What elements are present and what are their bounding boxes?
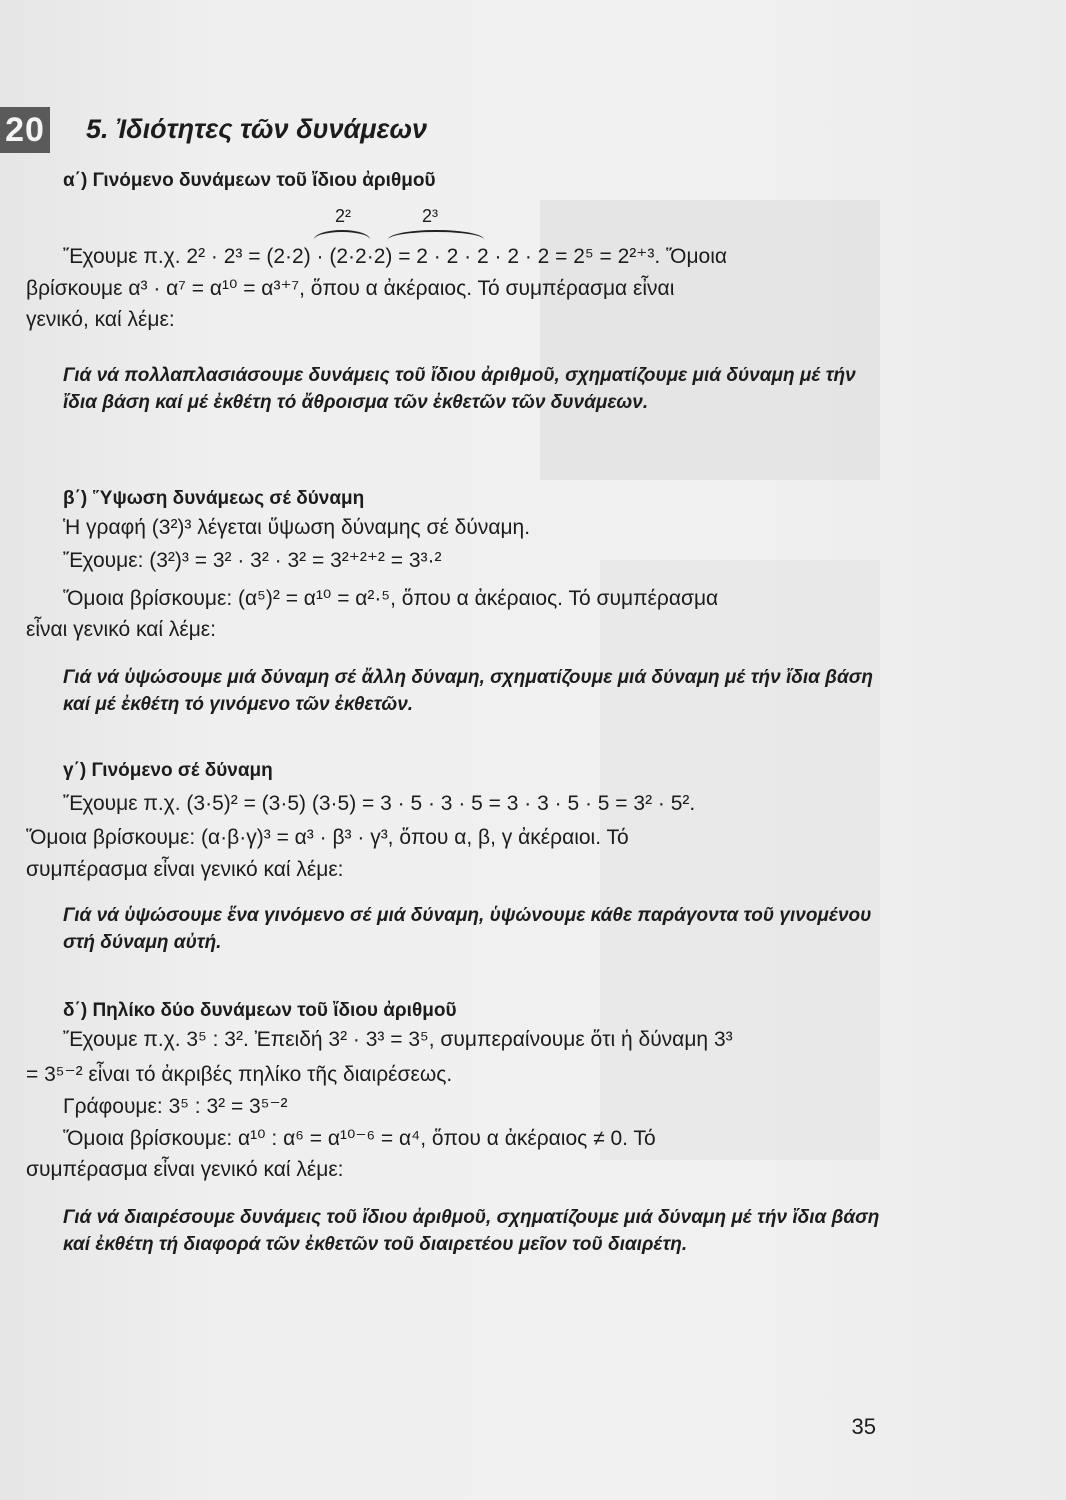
bleed-through-shade bbox=[600, 560, 880, 1160]
text-line: Ὅμοια βρίσκουμε: (α·β·γ)³ = α³ · β³ · γ³, ὅπου α, β, γ ἀκέραιοι. Τό bbox=[26, 826, 629, 849]
rule-statement: Γιά νά ὑψώσουμε μιά δύναμη σέ ἄλλη δύναμη, σχηματίζουμε μιά δύναμη μέ τήν ἴδια βάση καί μέ ἐκθέτη τό γινόμενο τῶν ἐκθετῶν. bbox=[63, 667, 873, 715]
text-line: Ὅμοια βρίσκουμε: α¹⁰ : α⁶ = α¹⁰⁻⁶ = α⁴, ὅπου α ἀκέραιος ≠ 0. Τό bbox=[63, 1127, 656, 1150]
chapter-tab: 20 bbox=[0, 107, 50, 153]
text-line: Ἔχουμε π.χ. (3·5)² = (3·5) (3·5) = 3 · 5 · 3 · 5 = 3 · 3 · 5 · 5 = 3² · 5². bbox=[63, 792, 696, 815]
text-line: Ἡ γραφή (3²)³ λέγεται ὕψωση δύναμης σέ δύναμη. bbox=[63, 516, 531, 539]
bleed-through-shade bbox=[540, 200, 880, 480]
rule-statement: Γιά νά ὑψώσουμε ἕνα γινόμενο σέ μιά δύναμη, ὑψώνουμε κάθε παράγοντα τοῦ γινομένου στή δύναμη αὐτή. bbox=[63, 905, 872, 953]
text-line: Ὅμοια βρίσκουμε: (α⁵)² = α¹⁰ = α²·⁵, ὅπου α ἀκέραιος. Τό συμπέρασμα bbox=[63, 587, 719, 610]
underbrace bbox=[388, 230, 484, 242]
underbrace bbox=[314, 230, 370, 242]
brace-label: 2³ bbox=[422, 206, 439, 226]
rule-statement: Γιά νά διαιρέσουμε δυνάμεις τοῦ ἴδιου ἀριθμοῦ, σχηματίζουμε μιά δύναμη μέ τήν ἴδια βάση καί ἐκθέτη τή διαφορά τῶν ἐκθετῶν τοῦ διαιρετέου μεῖον τοῦ διαιρέτη. bbox=[63, 1207, 880, 1255]
page-number: 35 bbox=[851, 1414, 876, 1439]
subheading-b: β΄) Ὕψωση δυνάμεως σέ δύναμη bbox=[63, 488, 365, 509]
text-line: Ἔχουμε π.χ. 2² · 2³ = (2·2) · (2·2·2) = 2 · 2 · 2 · 2 · 2 = 2⁵ = 2²⁺³. Ὅμοια bbox=[63, 245, 728, 268]
text-line: βρίσκουμε α³ · α⁷ = α¹⁰ = α³⁺⁷, ὅπου α ἀκέραιος. Τό συμπέρασμα εἶναι bbox=[26, 277, 675, 300]
text-line: Ἔχουμε π.χ. 3⁵ : 3². Ἐπειδή 3² · 3³ = 3⁵, συμπεραίνουμε ὅτι ἡ δύναμη 3³ bbox=[63, 1028, 733, 1051]
text-line: συμπέρασμα εἶναι γενικό καί λέμε: bbox=[26, 1158, 344, 1181]
text-line: Ἔχουμε: (3²)³ = 3² · 3² · 3² = 3²⁺²⁺² = 3³·² bbox=[63, 549, 442, 572]
subheading-c: γ΄) Γινόμενο σέ δύναμη bbox=[63, 760, 273, 781]
rule-statement: Γιά νά πολλαπλασιάσουμε δυνάμεις τοῦ ἴδιου ἀριθμοῦ, σχηματίζουμε μιά δύναμη μέ τήν ἴδια βάση καί μέ ἐκθέτη τό ἄθροισμα τῶν ἐκθετῶν τῶν δυνάμεων. bbox=[63, 365, 856, 413]
subheading-d: δ΄) Πηλίκο δύο δυνάμεων τοῦ ἴδιου ἀριθμοῦ bbox=[63, 1000, 457, 1021]
section-title: 5. Ἰδιότητες τῶν δυνάμεων bbox=[86, 114, 428, 144]
text-line: εἶναι γενικό καί λέμε: bbox=[26, 618, 216, 641]
brace-label: 2² bbox=[335, 206, 352, 226]
text-line: συμπέρασμα εἶναι γενικό καί λέμε: bbox=[26, 858, 344, 881]
text-line: γενικό, καί λέμε: bbox=[26, 308, 175, 331]
text-line: = 3⁵⁻² εἶναι τό ἀκριβές πηλίκο τῆς διαιρέσεως. bbox=[26, 1063, 453, 1086]
subheading-a: α΄) Γινόμενο δυνάμεων τοῦ ἴδιου ἀριθμοῦ bbox=[63, 170, 436, 191]
text-line: Γράφουμε: 3⁵ : 3² = 3⁵⁻² bbox=[63, 1095, 288, 1118]
